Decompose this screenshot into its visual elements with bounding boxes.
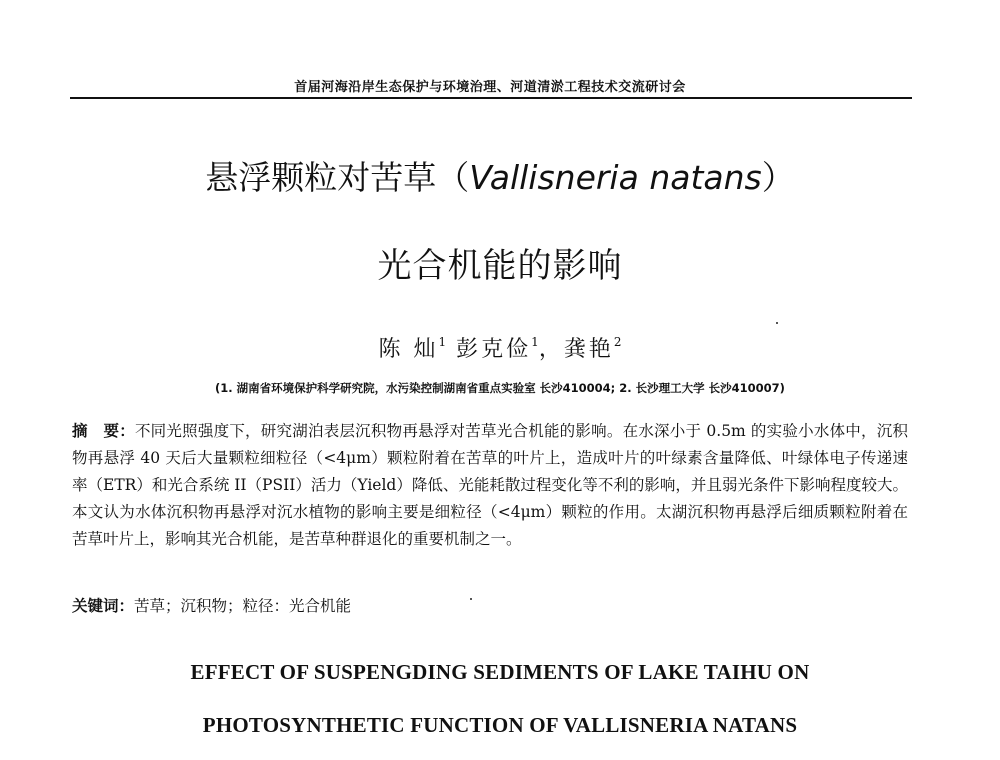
author-separator: ， bbox=[538, 337, 564, 362]
author-name: 彭克俭 bbox=[456, 337, 532, 362]
title-line-2: 光合机能的影响 bbox=[377, 246, 623, 286]
abstract-label: 摘 要： bbox=[72, 422, 135, 440]
author-separator bbox=[446, 337, 456, 362]
keywords-text: 苦草；沉积物；粒径：光合机能 bbox=[134, 597, 352, 615]
title-prefix: 悬浮颗粒对苦草（ bbox=[205, 158, 470, 197]
affiliations: (1. 湖南省环境保护科学研究院，水污染控制湖南省重点实验室 长沙410004; 2. 长沙理工大学 长沙410007) bbox=[215, 381, 785, 395]
author-affil-mark: 2 bbox=[613, 335, 622, 349]
abstract-text: 不同光照强度下，研究湖泊表层沉积物再悬浮对苦草光合机能的影响。在水深小于 0.5m 的实验小水体中，沉积物再悬浮 40 天后大量颗粒细粒径（<4μm）颗粒附着在苦草的叶片上，造成叶片的叶绿素含量降低、叶绿体电子传递速率（ETR）和光合系统 II（PSII）活力（Yield）降低、光能耗散过程变化等不利的影响，并且弱光条件下影响程度较大。本文认为水体沉积物再悬浮对沉水植物的影响主要是细粒径（<4μm）颗粒的作用。太湖沉积物再悬浮后细质颗粒附着在苦草叶片上，影响其光合机能，是苦草种群退化的重要机制之一。 bbox=[72, 422, 908, 548]
author-affil-mark: 1 bbox=[531, 335, 539, 349]
running-head: 首届河海沿岸生态保护与环境治理、河道清淤工程技术交流研讨会 bbox=[294, 80, 686, 95]
abstract bbox=[72, 418, 908, 553]
author-affil-mark: 1 bbox=[438, 335, 447, 349]
english-title-line-1: EFFECT OF SUSPENGDING SEDIMENTS OF LAKE TAIHU ON bbox=[190, 660, 810, 684]
author-list bbox=[100, 332, 900, 363]
scan-speck bbox=[470, 598, 472, 600]
scan-speck bbox=[776, 322, 778, 324]
title-suffix: ） bbox=[761, 158, 795, 197]
title-line-1 bbox=[100, 152, 900, 199]
english-title-line-2: PHOTOSYNTHETIC FUNCTION OF VALLISNERIA NATANS bbox=[202, 713, 798, 737]
header-rule bbox=[70, 97, 912, 99]
keywords bbox=[72, 594, 908, 616]
author-name: 龚艳 bbox=[563, 337, 614, 362]
keywords-label: 关键词： bbox=[72, 597, 135, 615]
author-name: 陈 灿 bbox=[378, 337, 439, 362]
title-latin-name: Vallisneria natans bbox=[469, 158, 762, 197]
